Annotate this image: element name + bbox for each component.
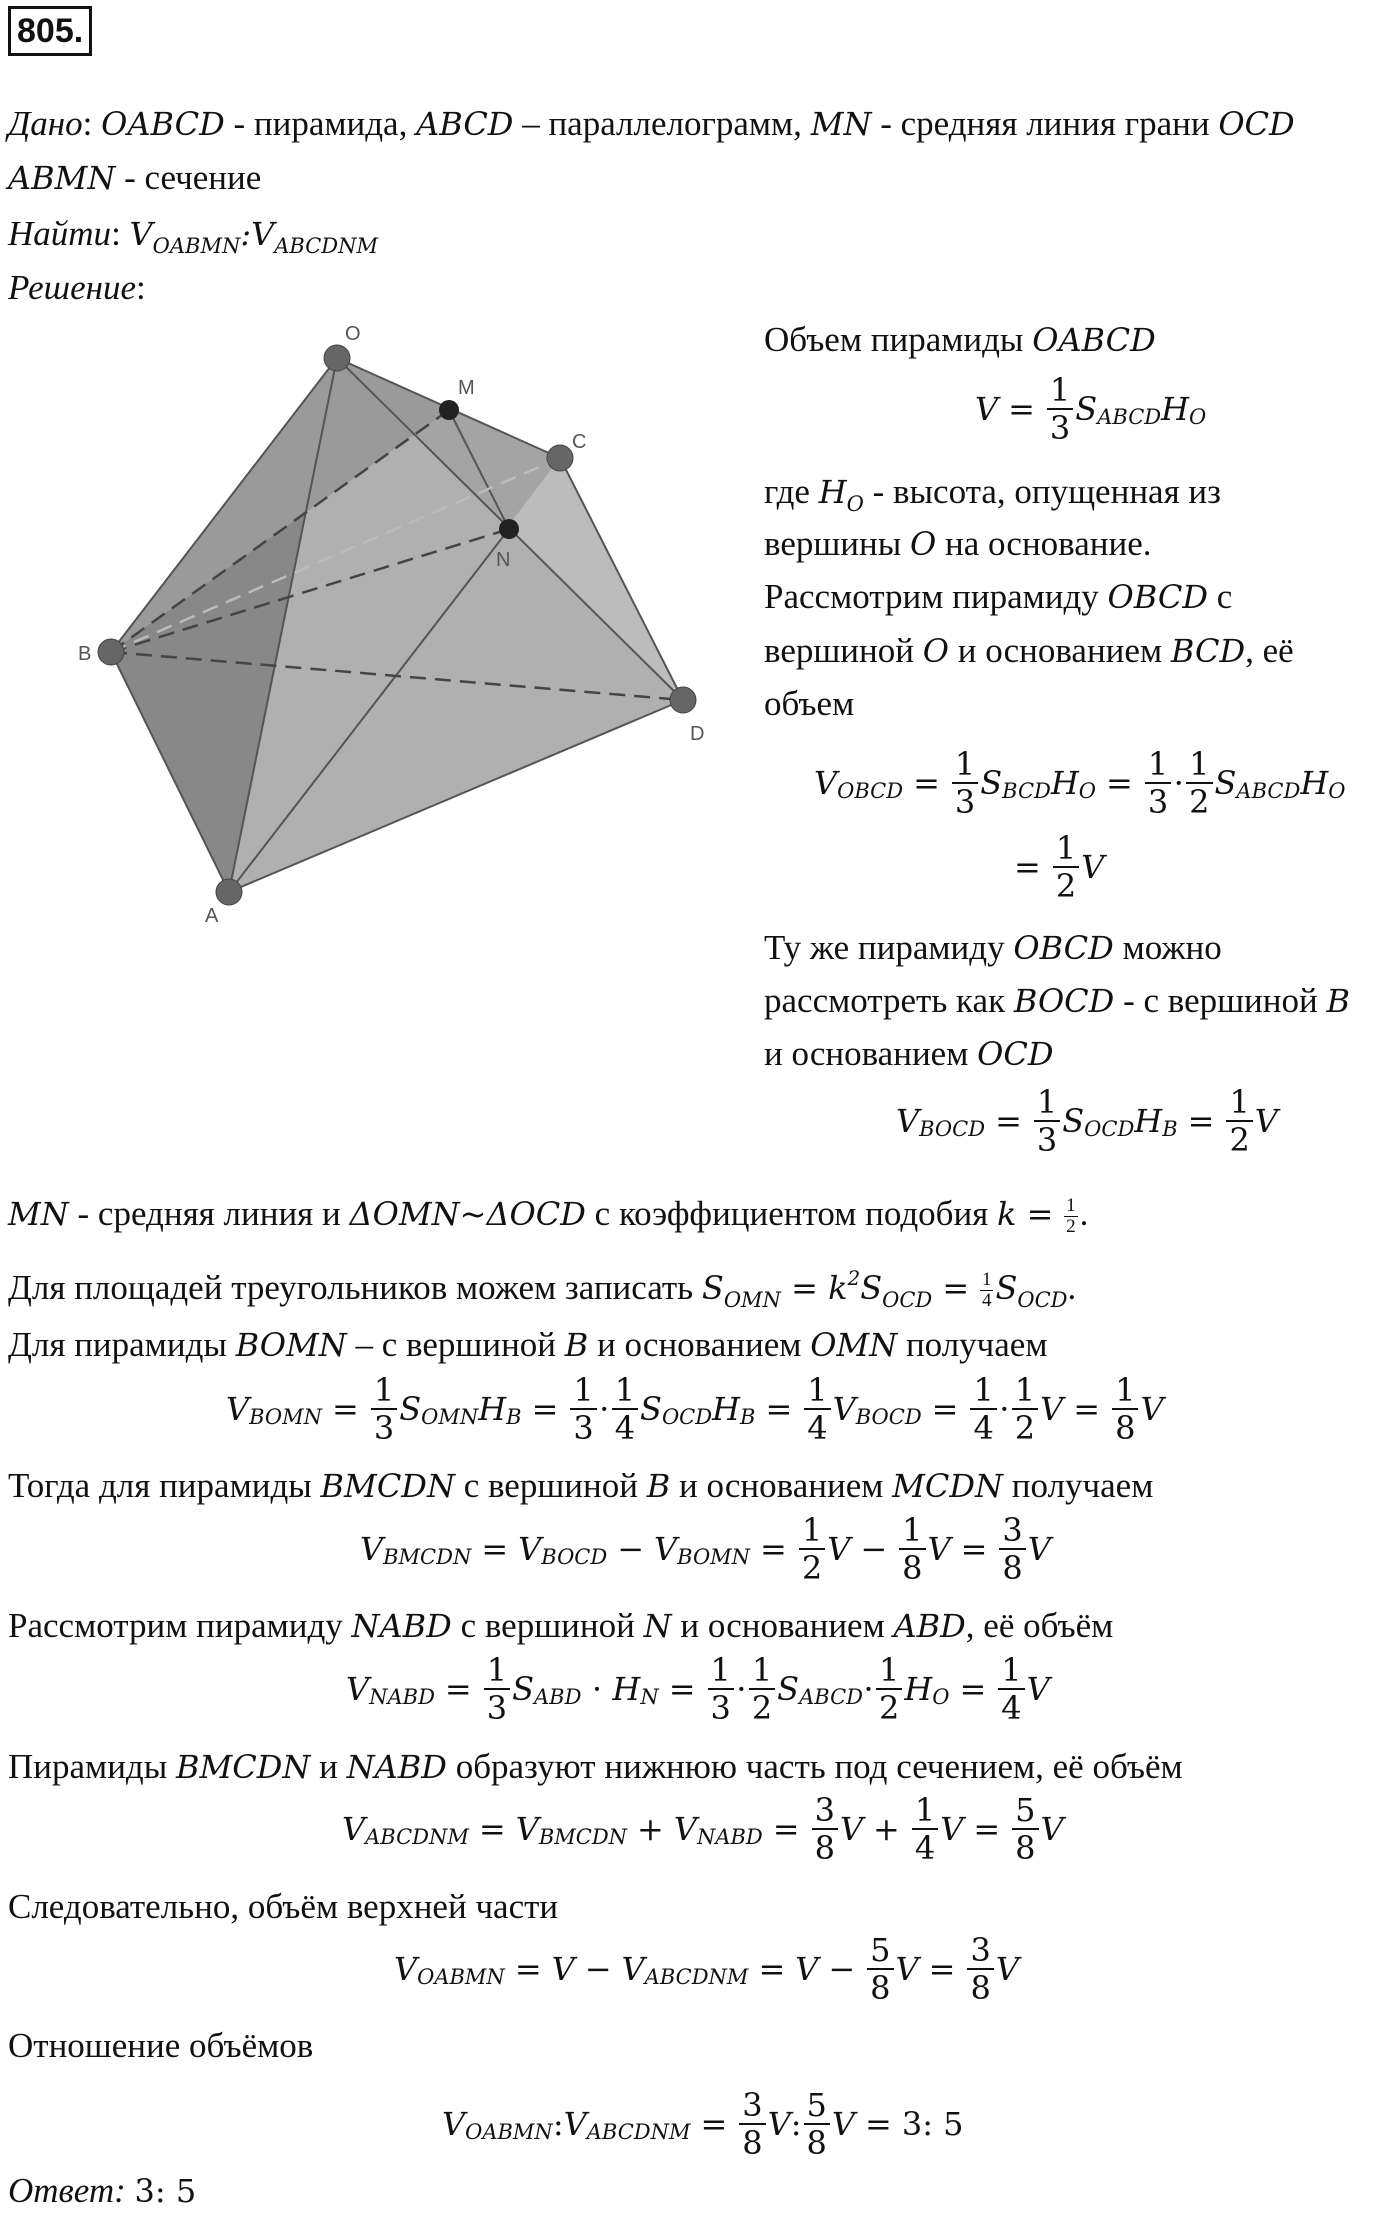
given-line-1: Дано: OABCD - пирамида, ABCD – параллелограмм, MN - средняя линия грани OCD — [8, 104, 1295, 143]
label-b: B — [78, 643, 92, 665]
formula-volume: V = $\frac{1}{3}$ S ABCD H O — [975, 371, 1207, 447]
right-line-4: вершины O на основание. — [764, 524, 1152, 563]
solution-label: Решение: — [8, 268, 146, 307]
formula-vbocd: V BOCD = $\frac{1}{3}$ S OCD H B = $\frac{1}{2}$ V — [896, 1083, 1278, 1159]
formula-vobcd-2: = $\frac{1}{2}$ V — [1014, 829, 1105, 905]
label-c: C — [572, 431, 587, 453]
answer-line: Ответ: 3: 5 — [8, 2171, 197, 2210]
body-line-6: Пирамиды BMCDN и NABD образуют нижнюю часть под сечением, её объём — [8, 1747, 1183, 1786]
formula-vobcd: V OBCD = $\frac{1}{3}$ S BCD H O = $\frac{1}{3}$ ⋅ 1 2 S ABCD H O — [814, 745, 1346, 821]
pyramid-figure — [70, 310, 710, 930]
formula-vnabd: V NABD = $\frac{1}{3}$ S ABD ⋅ H N = $\frac{1}{3}$ ⋅ 1 2 S ABCD ⋅ 1 2 H O = $\frac{1}{4}$ V — [346, 1651, 1050, 1727]
point-a — [216, 879, 242, 905]
given-line-2: ABMN - сечение — [8, 158, 262, 197]
right-line-5: Рассмотрим пирамиду OBCD с — [764, 577, 1233, 616]
label-a: A — [205, 905, 219, 927]
right-line-10: и основанием OCD — [764, 1034, 1054, 1073]
label-d: D — [690, 723, 705, 745]
label-n: N — [496, 549, 511, 571]
formula-vbomn: V BOMN = $\frac{1}{3}$ S OMN H B = $\frac{1}{3}$ ⋅ 1 4 S OCD H B = $\frac{1}{4}$ V BOCD = $\frac{1}{4}$ ⋅ 1 2 V = $\frac{1}{8}$ V — [226, 1371, 1164, 1447]
right-line-9: рассмотреть как BOCD - с вершиной B — [764, 981, 1351, 1020]
point-n — [499, 519, 519, 539]
body-line-4: Тогда для пирамиды BMCDN с вершиной B и основанием MCDN получаем — [8, 1466, 1154, 1505]
formula-vbmcdn: V BMCDN = V BOCD − V BOMN = $\frac{1}{2}$ V − $\frac{1}{8}$ V = $\frac{3}{8}$ V — [360, 1511, 1051, 1587]
body-line-3: Для пирамиды BOMN – с вершиной B и основанием OMN получаем — [8, 1325, 1048, 1364]
point-m — [439, 400, 459, 420]
formula-ratio: V OABMN : V ABCDNM = $\frac{3}{8}$ V : 5 8 V = 3: 5 — [442, 2086, 964, 2162]
point-b — [98, 639, 124, 665]
point-c — [547, 445, 573, 471]
body-line-7: Следовательно, объём верхней части — [8, 1887, 559, 1926]
formula-vabcdnm: V ABCDNM = V BMCDN + V NABD = $\frac{3}{8}$ V + $\frac{1}{4}$ V = $\frac{5}{8}$ V — [342, 1791, 1064, 1867]
point-d — [670, 687, 696, 713]
point-o — [324, 345, 350, 371]
label-m: M — [458, 377, 475, 399]
task-number: 805. — [8, 6, 92, 56]
right-line-1: Объем пирамиды OABCD — [764, 320, 1156, 359]
body-line-1: MN - средняя линия и ΔOMN~ΔOCD с коэффициентом подобия k = $\frac{1}{2}$ . — [8, 1194, 1089, 1238]
body-line-5: Рассмотрим пирамиду NABD с вершиной N и основанием ABD, её объём — [8, 1606, 1114, 1645]
body-line-8: Отношение объёмов — [8, 2026, 314, 2065]
find-line: Найти: $V_{OABMN}:V_{ABCDNM}$ — [8, 214, 379, 258]
right-line-6: вершиной O и основанием BCD, её — [764, 631, 1294, 670]
body-line-2: Для площадей треугольников можем записать $S_{OMN} = k^2S_{OCD}$ = $\frac{1}{4}$ $S_{OCD}$. — [8, 1266, 1077, 1312]
right-line-3: где $H_O$ - высота, опущенная из — [764, 472, 1221, 516]
label-o: O — [345, 323, 361, 345]
formula-voabmn: V OABMN = V − V ABCDNM = V − $\frac{5}{8}$ V = $\frac{3}{8}$ V — [394, 1931, 1019, 2007]
right-line-7: объем — [764, 684, 855, 723]
right-line-8: Ту же пирамиду OBCD можно — [764, 928, 1222, 967]
